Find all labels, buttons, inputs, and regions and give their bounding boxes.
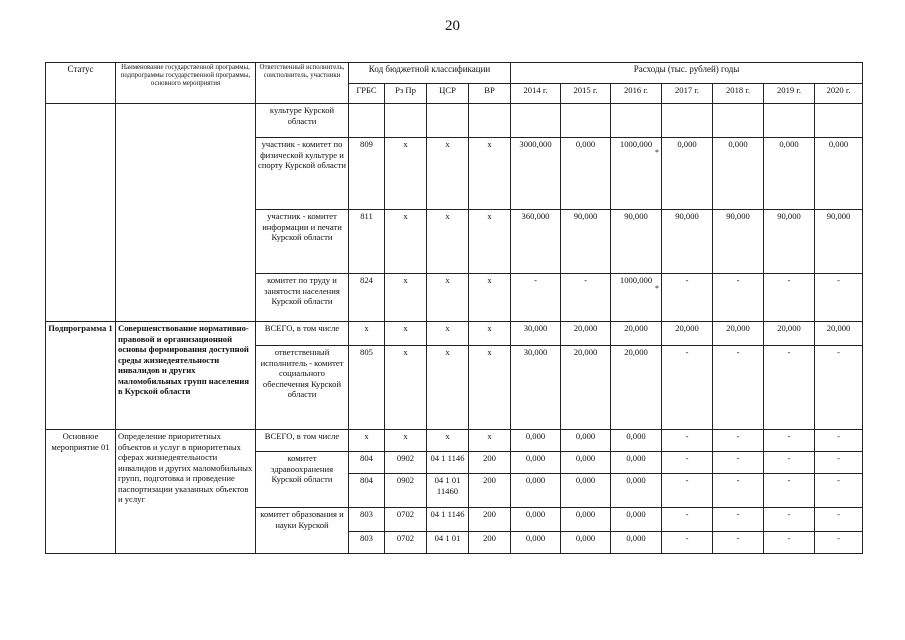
code-cell: х [385,210,427,274]
value-cell: 90,000 [815,210,863,274]
value-cell [611,274,662,322]
value-cell: 0,000 [511,452,561,474]
value-cell [511,104,561,138]
code-cell: 04 1 01 11460 [427,474,469,508]
code-cell: 0702 [385,532,427,554]
code-cell: 0902 [385,452,427,474]
value-cell: - [662,508,713,532]
value-cell: - [713,346,764,430]
footnote-star-icon: * [655,283,660,293]
code-cell: 200 [469,474,511,508]
value-cell [713,104,764,138]
code-cell: 04 1 1146 [427,452,469,474]
code-cell: х [469,138,511,210]
executor-cell: участник - комитет по физической культуре и спорту Курской области [256,138,349,210]
code-cell: х [385,274,427,322]
value-cell: - [815,346,863,430]
code-cell: 04 1 01 [427,532,469,554]
value-cell: 0,000 [561,452,611,474]
code-cell: х [385,138,427,210]
status-cell [46,104,116,322]
value-cell: 0,000 [611,474,662,508]
value-cell [561,104,611,138]
value-cell: - [764,508,815,532]
value-cell: 0,000 [611,430,662,452]
code-cell: х [385,322,427,346]
header-year: 2019 г. [764,83,815,104]
value-cell: - [713,474,764,508]
value-cell: 0,000 [561,474,611,508]
value-cell: - [713,532,764,554]
header-code-vr: ВР [469,83,511,104]
code-cell: 0702 [385,508,427,532]
code-cell: 824 [349,274,385,322]
value-cell: 0,000 [561,138,611,210]
value-cell [611,138,662,210]
value-cell: - [764,532,815,554]
header-code-grbs: ГРБС [349,83,385,104]
header-year: 2015 г. [561,83,611,104]
code-cell: 811 [349,210,385,274]
header-budget-classification: Код бюджетной классификации [349,63,511,84]
value-cell: - [662,430,713,452]
value-cell: - [815,274,863,322]
code-cell: х [469,346,511,430]
code-cell: х [385,346,427,430]
value-cell: 20,000 [561,346,611,430]
header-status: Статус [46,63,116,104]
header-year: 2017 г. [662,83,713,104]
code-cell: 804 [349,474,385,508]
value-cell [764,104,815,138]
code-cell: х [469,210,511,274]
code-cell [469,104,511,138]
value-cell: 20,000 [561,322,611,346]
value-cell: - [713,430,764,452]
code-cell: 804 [349,452,385,474]
value-cell: 90,000 [713,210,764,274]
value-cell: 0,000 [611,452,662,474]
value-cell: - [713,452,764,474]
value-cell: 0,000 [511,430,561,452]
value-cell: 90,000 [764,210,815,274]
code-cell: 803 [349,508,385,532]
code-cell [427,104,469,138]
footnote-star-icon: * [655,147,660,157]
code-cell: 200 [469,452,511,474]
header-year: 2014 г. [511,83,561,104]
code-cell: х [427,322,469,346]
executor-cell: ВСЕГО, в том числе [256,322,349,346]
value-cell: 0,000 [662,138,713,210]
code-cell: 805 [349,346,385,430]
value-cell: - [764,452,815,474]
header-code-csr: ЦСР [427,83,469,104]
value-cell: 0,000 [511,474,561,508]
code-cell: 200 [469,532,511,554]
value-cell: 90,000 [662,210,713,274]
value-cell: 360,000 [511,210,561,274]
executor-cell: комитет по труду и занятости населения Курской области [256,274,349,322]
value-cell: - [713,508,764,532]
value-cell: 0,000 [611,508,662,532]
value-cell: 20,000 [764,322,815,346]
code-cell: 04 1 1146 [427,508,469,532]
value-cell: - [662,274,713,322]
value-cell: 30,000 [511,346,561,430]
executor-cell: ответственный исполнитель - комитет социального обеспечения Курской области [256,346,349,430]
value-cell: - [662,474,713,508]
code-cell [349,104,385,138]
code-cell: х [427,138,469,210]
status-cell: Основное мероприятие 01 [46,430,116,554]
executor-cell: участник - комитет информации и печати Курской области [256,210,349,274]
code-cell: х [469,430,511,452]
code-cell: х [427,430,469,452]
value-cell: 0,000 [561,508,611,532]
value-cell: - [815,532,863,554]
value-cell: - [662,532,713,554]
executor-cell: ВСЕГО, в том числе [256,430,349,452]
value-cell: - [815,474,863,508]
code-cell: 803 [349,532,385,554]
value-cell: - [815,452,863,474]
header-year: 2020 г. [815,83,863,104]
value-cell: 20,000 [713,322,764,346]
value-cell: - [815,430,863,452]
executor-cell: комитет образования и науки Курской [256,508,349,554]
page-number: 20 [445,18,460,34]
value-cell: - [764,346,815,430]
code-cell: 809 [349,138,385,210]
code-cell: х [349,322,385,346]
value-cell: - [764,430,815,452]
value-cell: 90,000 [611,210,662,274]
header-row-1 [46,63,863,84]
value-cell: - [764,474,815,508]
header-program: Наименование государственной программы, подпрограммы государственной программы, основного мероприятия [116,63,256,104]
table-row [46,322,863,346]
executor-cell: комитет здравоохранения Курской области [256,452,349,508]
value-cell [815,104,863,138]
code-cell: х [349,430,385,452]
code-cell: х [427,210,469,274]
value-cell: 0,000 [611,532,662,554]
value-cell: - [561,274,611,322]
executor-cell: культуре Курской области [256,104,349,138]
program-cell: Совершенствование нормативно-правовой и организационной основы формирования доступной среды жизнедеятельности инвалидов и других маломобильных групп населения в Курской области [116,322,256,430]
value-cell: 90,000 [561,210,611,274]
value-cell: 3000,000 [511,138,561,210]
value-cell: 20,000 [611,322,662,346]
value-cell [662,104,713,138]
code-cell [385,104,427,138]
program-cell [116,104,256,322]
value-cell: 20,000 [662,322,713,346]
status-cell: Подпрограмма 1 [46,322,116,430]
value-cell [611,104,662,138]
header-executor: Ответственный исполнитель, соисполнитель, участники [256,63,349,104]
value-cell: 0,000 [561,532,611,554]
value-cell: 0,000 [561,430,611,452]
table-row [46,430,863,452]
value-text: 1000,000 [619,275,653,285]
value-cell: - [662,346,713,430]
table-row [46,104,863,138]
code-cell: 0902 [385,474,427,508]
value-cell: 0,000 [713,138,764,210]
value-cell: 20,000 [815,322,863,346]
value-cell: - [764,274,815,322]
value-cell: 0,000 [511,532,561,554]
code-cell: х [427,274,469,322]
value-cell: 0,000 [511,508,561,532]
value-cell: - [713,274,764,322]
value-cell: 0,000 [815,138,863,210]
value-text: 1000,000 [619,139,653,149]
header-year: 2016 г. [611,83,662,104]
value-cell: 0,000 [764,138,815,210]
value-cell: - [662,452,713,474]
header-expenses: Расходы (тыс. рублей) годы [511,63,863,84]
value-cell: - [511,274,561,322]
code-cell: х [469,322,511,346]
value-cell: 30,000 [511,322,561,346]
header-year: 2018 г. [713,83,764,104]
value-cell: - [815,508,863,532]
program-cell: Определение приоритетных объектов и услуг в приоритетных сферах жизнедеятельности инвалидов и других маломобильных групп, подготовка и проведение паспортизации указанных объектов и услуг [116,430,256,554]
code-cell: х [427,346,469,430]
budget-table [45,62,863,554]
value-cell: 20,000 [611,346,662,430]
code-cell: х [469,274,511,322]
header-code-rzpr: Рз Пр [385,83,427,104]
code-cell: 200 [469,508,511,532]
code-cell: х [385,430,427,452]
